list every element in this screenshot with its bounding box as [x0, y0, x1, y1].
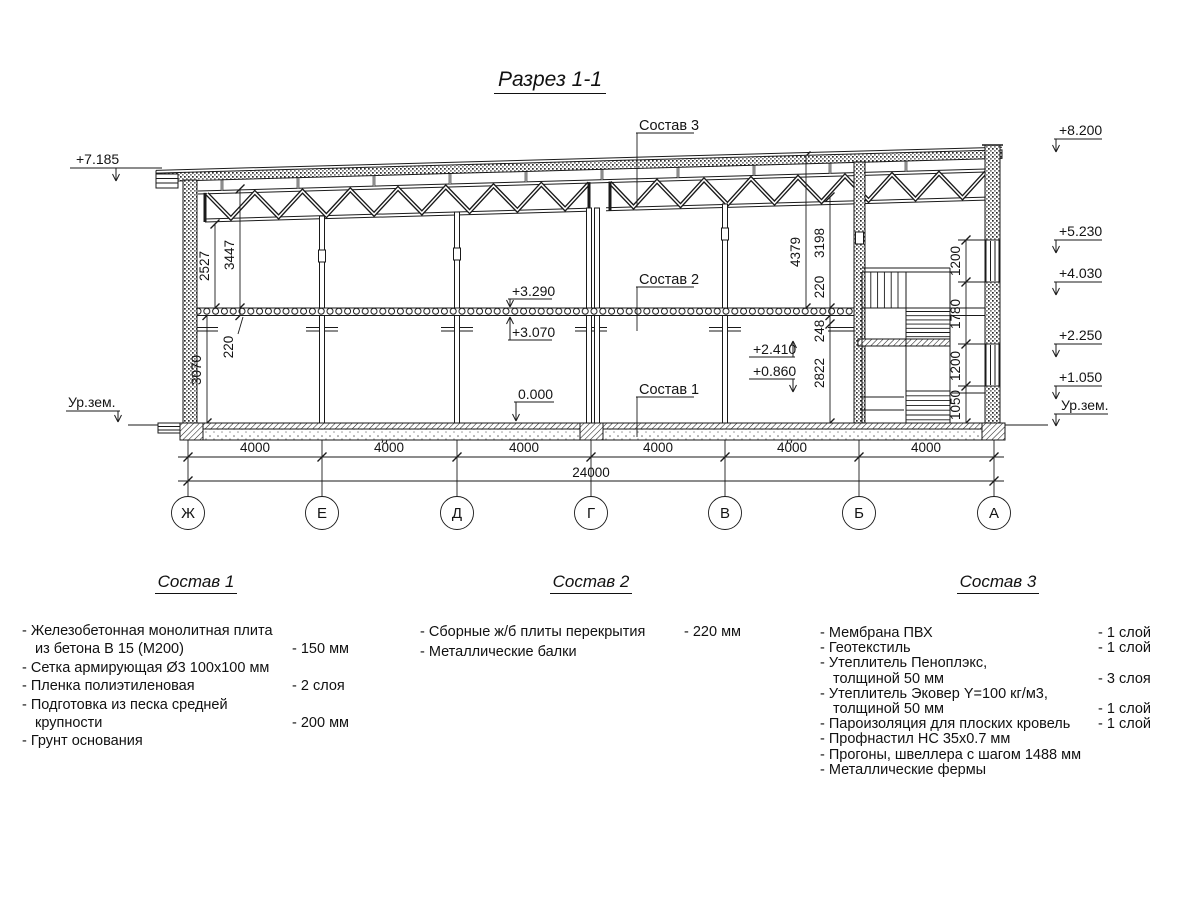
level-right-3: +4.030	[1059, 265, 1103, 281]
legend-item: - Геотекстиль - 1 слой	[820, 640, 1151, 657]
legend-item: - Металлические фермы	[820, 761, 987, 778]
ground-level-left: Ур.зем.	[68, 394, 116, 410]
legend-sostav-3	[820, 572, 1176, 778]
axis-v: В	[719, 505, 731, 522]
dim-1780: 1780	[948, 298, 963, 330]
level-right-4: +2.250	[1059, 327, 1103, 343]
dim-1200-a: 1200	[948, 245, 963, 277]
level-slab-bottom: +3.070	[512, 324, 556, 340]
level-left-top: +7.185	[76, 151, 120, 167]
axis-e: Е	[316, 505, 328, 522]
dim-bay-4: 4000	[642, 440, 674, 455]
level-right-2: +5.230	[1059, 223, 1103, 239]
legend-3-heading: Состав 3	[820, 572, 1176, 592]
dim-220-left: 220	[221, 335, 236, 359]
legend-item: - Сетка армирующая Ø3 100х100 мм	[22, 659, 270, 676]
dim-bay-6: 4000	[910, 440, 942, 455]
wall-axis-zh	[183, 180, 197, 423]
dim-248: 248	[812, 319, 827, 343]
level-stair-landing: +2.410	[753, 341, 797, 357]
dim-2822: 2822	[812, 357, 827, 389]
legend-item: - Прогоны, швеллера с шагом 1488 мм	[820, 746, 1082, 763]
dim-bay-1: 4000	[239, 440, 271, 455]
floor-slab	[197, 308, 854, 316]
legend-item: крупности - 200 мм	[35, 715, 350, 732]
legend-sostav-2	[420, 572, 762, 662]
level-right-5: +1.050	[1059, 369, 1103, 385]
legend-item: - Пленка полиэтиленовая - 2 слоя	[22, 678, 345, 695]
callout-sostav-2: Состав 2	[639, 272, 700, 288]
ground-level-right: Ур.зем.	[1061, 397, 1109, 413]
axis-a: А	[988, 505, 1000, 522]
dim-bay-5: 4000	[776, 440, 808, 455]
drawing-title: Разрез 1-1	[450, 68, 650, 92]
callout-sostav-1: Состав 1	[639, 382, 700, 398]
level-slab-top: +3.290	[512, 283, 556, 299]
level-right-1: +8.200	[1059, 122, 1103, 138]
legend-1-heading: Состав 1	[22, 572, 370, 592]
legend-item: - Утеплитель Пеноплэкс,	[820, 655, 988, 672]
legend-item: - Подготовка из песка средней	[22, 696, 228, 713]
legend-item: - Грунт основания	[22, 733, 143, 750]
dim-3198: 3198	[812, 227, 827, 259]
legend-item: - Мембрана ПВХ - 1 слой	[820, 625, 1151, 641]
legend-item: - Профнастил НС 35х0.7 мм	[820, 731, 1011, 748]
legend-item: толщиной 50 мм - 1 слой	[833, 701, 1151, 718]
dim-bay-3: 4000	[508, 440, 540, 455]
legend-item: - Металлические балки	[420, 644, 577, 660]
level-zero: 0.000	[518, 386, 554, 402]
callout-sostav-3: Состав 3	[639, 118, 700, 134]
dim-total: 24000	[572, 465, 610, 480]
dim-3447: 3447	[222, 239, 237, 271]
dim-bay-2: 4000	[373, 440, 405, 455]
dim-2527: 2527	[197, 250, 212, 282]
legend-item: - Сборные ж/б плиты перекрытия - 220 мм	[420, 624, 742, 640]
legend-item: - Железобетонная монолитная плита	[22, 623, 273, 639]
dim-1050: 1050	[948, 389, 963, 421]
legend-item: - Пароизоляция для плоских кровель - 1 слой	[820, 716, 1151, 733]
legend-2-heading: Состав 2	[420, 572, 762, 592]
legend-item: - Утеплитель Эковер Y=100 кг/м3,	[820, 685, 1048, 702]
dim-220-mid: 220	[812, 275, 827, 299]
dim-3070: 3070	[189, 354, 204, 386]
dim-4379: 4379	[788, 236, 803, 268]
axis-zh: Ж	[181, 505, 195, 522]
wall-axis-b	[854, 162, 865, 423]
legend-item: толщиной 50 мм - 3 слоя	[833, 670, 1151, 687]
axis-g: Г	[586, 505, 596, 522]
legend-sostav-1	[22, 572, 370, 751]
axis-b: Б	[854, 505, 864, 522]
axis-d: Д	[451, 505, 463, 522]
level-stair-low: +0.860	[753, 363, 797, 379]
dim-1200-b: 1200	[948, 350, 963, 382]
legend-item: из бетона В 15 (М200) - 150 мм	[35, 641, 350, 658]
